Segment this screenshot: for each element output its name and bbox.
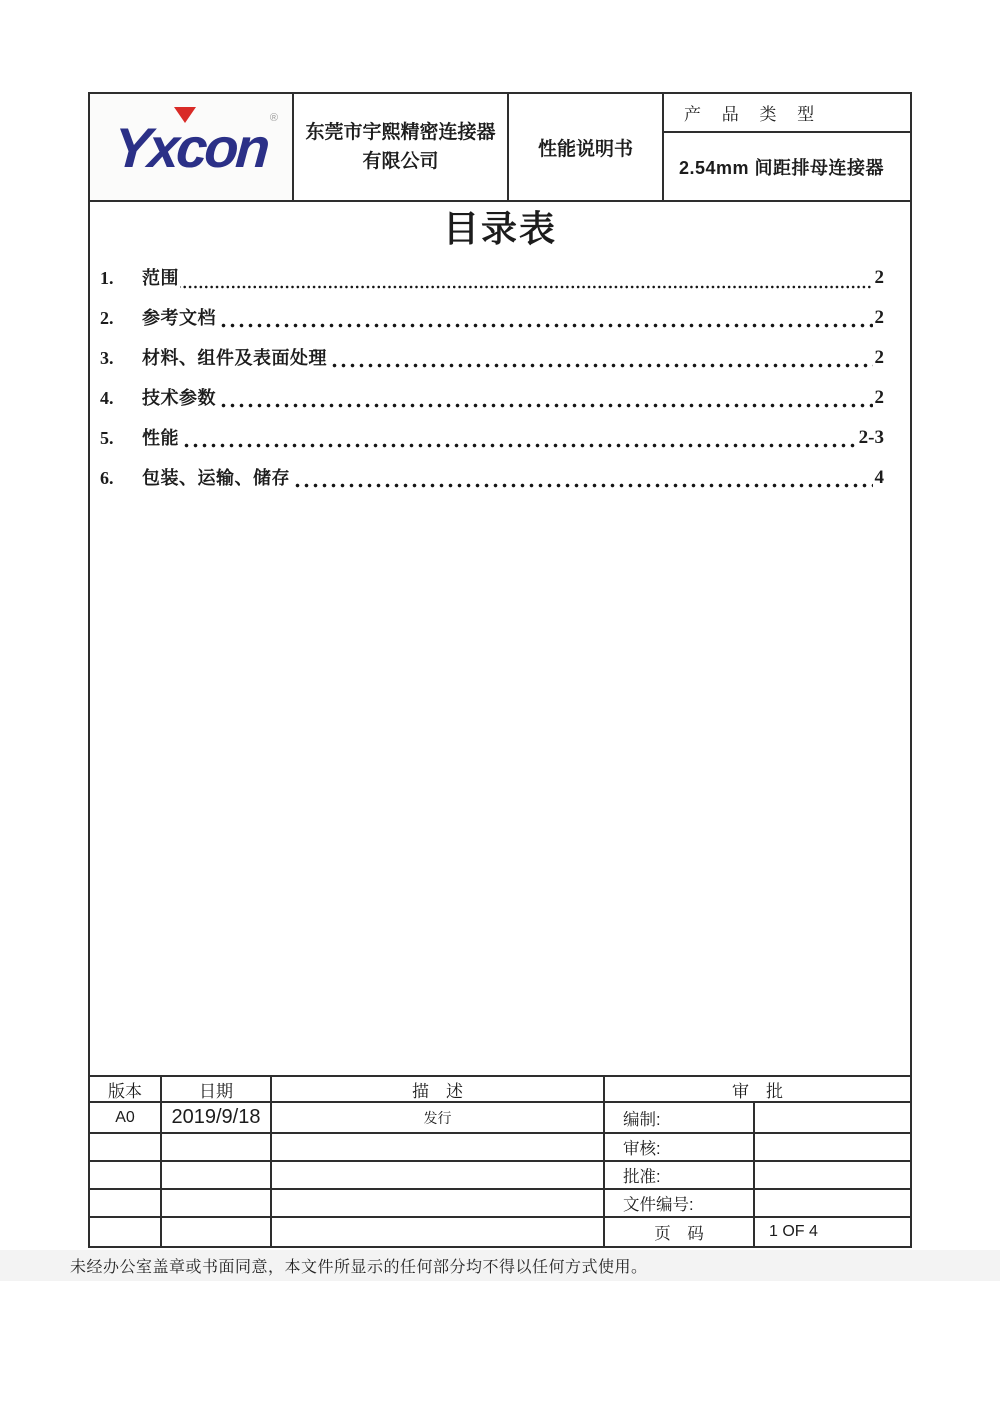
toc-item-packaging xyxy=(98,458,884,498)
toc-dot-leader xyxy=(217,378,873,418)
toc-item-references xyxy=(98,298,884,338)
description-cell xyxy=(272,1190,605,1216)
company-name-line2: 有限公司 xyxy=(362,151,439,172)
header-table xyxy=(90,94,910,202)
toc-item-page: 4 xyxy=(874,467,884,488)
version-cell xyxy=(90,1218,162,1246)
toc-item-page: 2 xyxy=(874,387,884,408)
date-cell xyxy=(162,1162,272,1188)
product-type-label: 产 品 类 型 xyxy=(664,94,910,133)
date-cell xyxy=(162,1190,272,1216)
toc-item-performance xyxy=(98,418,884,458)
header-date: 日期 xyxy=(162,1077,272,1101)
toc-item-number: 5. xyxy=(100,428,114,448)
toc-item-label: 包装、运输、储存 xyxy=(142,468,290,488)
revision-row-page-number xyxy=(90,1218,910,1246)
toc-item-number: 4. xyxy=(100,388,114,408)
product-type-value: 2.54mm 间距排母连接器 xyxy=(679,157,885,178)
toc-item-page: 2 xyxy=(874,347,884,368)
toc-dot-leader xyxy=(291,458,873,498)
toc-item-number: 2. xyxy=(100,308,114,328)
toc-item-label: 范围 xyxy=(142,268,179,288)
company-name xyxy=(294,94,509,200)
approval-label-prepared-by: 编制: xyxy=(605,1103,755,1132)
header-approval: 审 批 xyxy=(732,1081,783,1101)
header-description: 描 述 xyxy=(272,1077,605,1101)
version-cell: A0 xyxy=(90,1103,162,1132)
revision-row-a0 xyxy=(90,1103,910,1134)
logo-wordmark: Yxcon xyxy=(112,116,270,179)
toc-dot-leader xyxy=(217,298,873,338)
blank-page-area xyxy=(90,498,910,1075)
toc-title: 目录表 xyxy=(442,208,557,249)
version-cell xyxy=(90,1162,162,1188)
toc-dot-leader xyxy=(180,418,857,458)
company-logo xyxy=(90,94,294,200)
toc-item-technical-parameters xyxy=(98,378,884,418)
toc-dot-leader xyxy=(328,338,873,378)
approval-value-cell xyxy=(755,1103,910,1132)
toc-item-label: 材料、组件及表面处理 xyxy=(142,348,327,368)
approval-label-document-number: 文件编号: xyxy=(605,1190,755,1216)
approval-label-page-number: 页 码 xyxy=(605,1218,755,1246)
toc-item-page: 2-3 xyxy=(858,427,884,448)
revision-row-empty xyxy=(90,1134,910,1162)
description-cell: 发行 xyxy=(272,1103,605,1132)
approval-label-reviewed-by: 审核: xyxy=(605,1134,755,1160)
version-cell xyxy=(90,1134,162,1160)
registered-trademark-icon: ® xyxy=(269,112,278,124)
approval-label-approved-by: 批准: xyxy=(605,1162,755,1188)
date-cell xyxy=(162,1218,272,1246)
approval-value-cell xyxy=(755,1190,910,1216)
toc-item-page: 2 xyxy=(874,307,884,328)
date-cell xyxy=(162,1134,272,1160)
toc-item-scope xyxy=(98,258,884,298)
version-cell xyxy=(90,1190,162,1216)
date-cell: 2019/9/18 xyxy=(162,1103,272,1132)
toc-item-materials xyxy=(98,338,884,378)
revision-row-empty xyxy=(90,1190,910,1218)
page-number-value: 1 OF 4 xyxy=(769,1223,818,1240)
logo-triangle-icon xyxy=(174,107,196,123)
revision-table-header-row xyxy=(90,1077,910,1103)
approval-value-cell xyxy=(755,1134,910,1160)
product-type-cell xyxy=(664,94,910,200)
toc-item-label: 参考文档 xyxy=(142,308,216,328)
toc-item-number: 1. xyxy=(100,268,114,288)
header-version: 版本 xyxy=(90,1077,162,1101)
description-cell xyxy=(272,1162,605,1188)
description-cell xyxy=(272,1218,605,1246)
description-cell xyxy=(272,1134,605,1160)
toc-item-number: 3. xyxy=(100,348,114,368)
document-page xyxy=(88,92,912,1248)
toc-dot-leader xyxy=(180,258,873,298)
toc-item-page: 2 xyxy=(874,267,884,288)
revision-table xyxy=(90,1075,910,1246)
footer-band xyxy=(0,1250,1000,1281)
document-type: 性能说明书 xyxy=(509,94,664,200)
toc-list xyxy=(90,251,910,498)
toc-item-number: 6. xyxy=(100,468,114,488)
confidentiality-notice: 未经办公室盖章或书面同意，本文件所显示的任何部分均不得以任何方式使用。 xyxy=(70,1259,648,1276)
toc-item-label: 性能 xyxy=(142,428,179,448)
revision-row-empty xyxy=(90,1162,910,1190)
toc-item-label: 技术参数 xyxy=(142,388,216,408)
company-name-line1: 东莞市宇熙精密连接器 xyxy=(305,121,496,143)
approval-value-cell xyxy=(755,1162,910,1188)
